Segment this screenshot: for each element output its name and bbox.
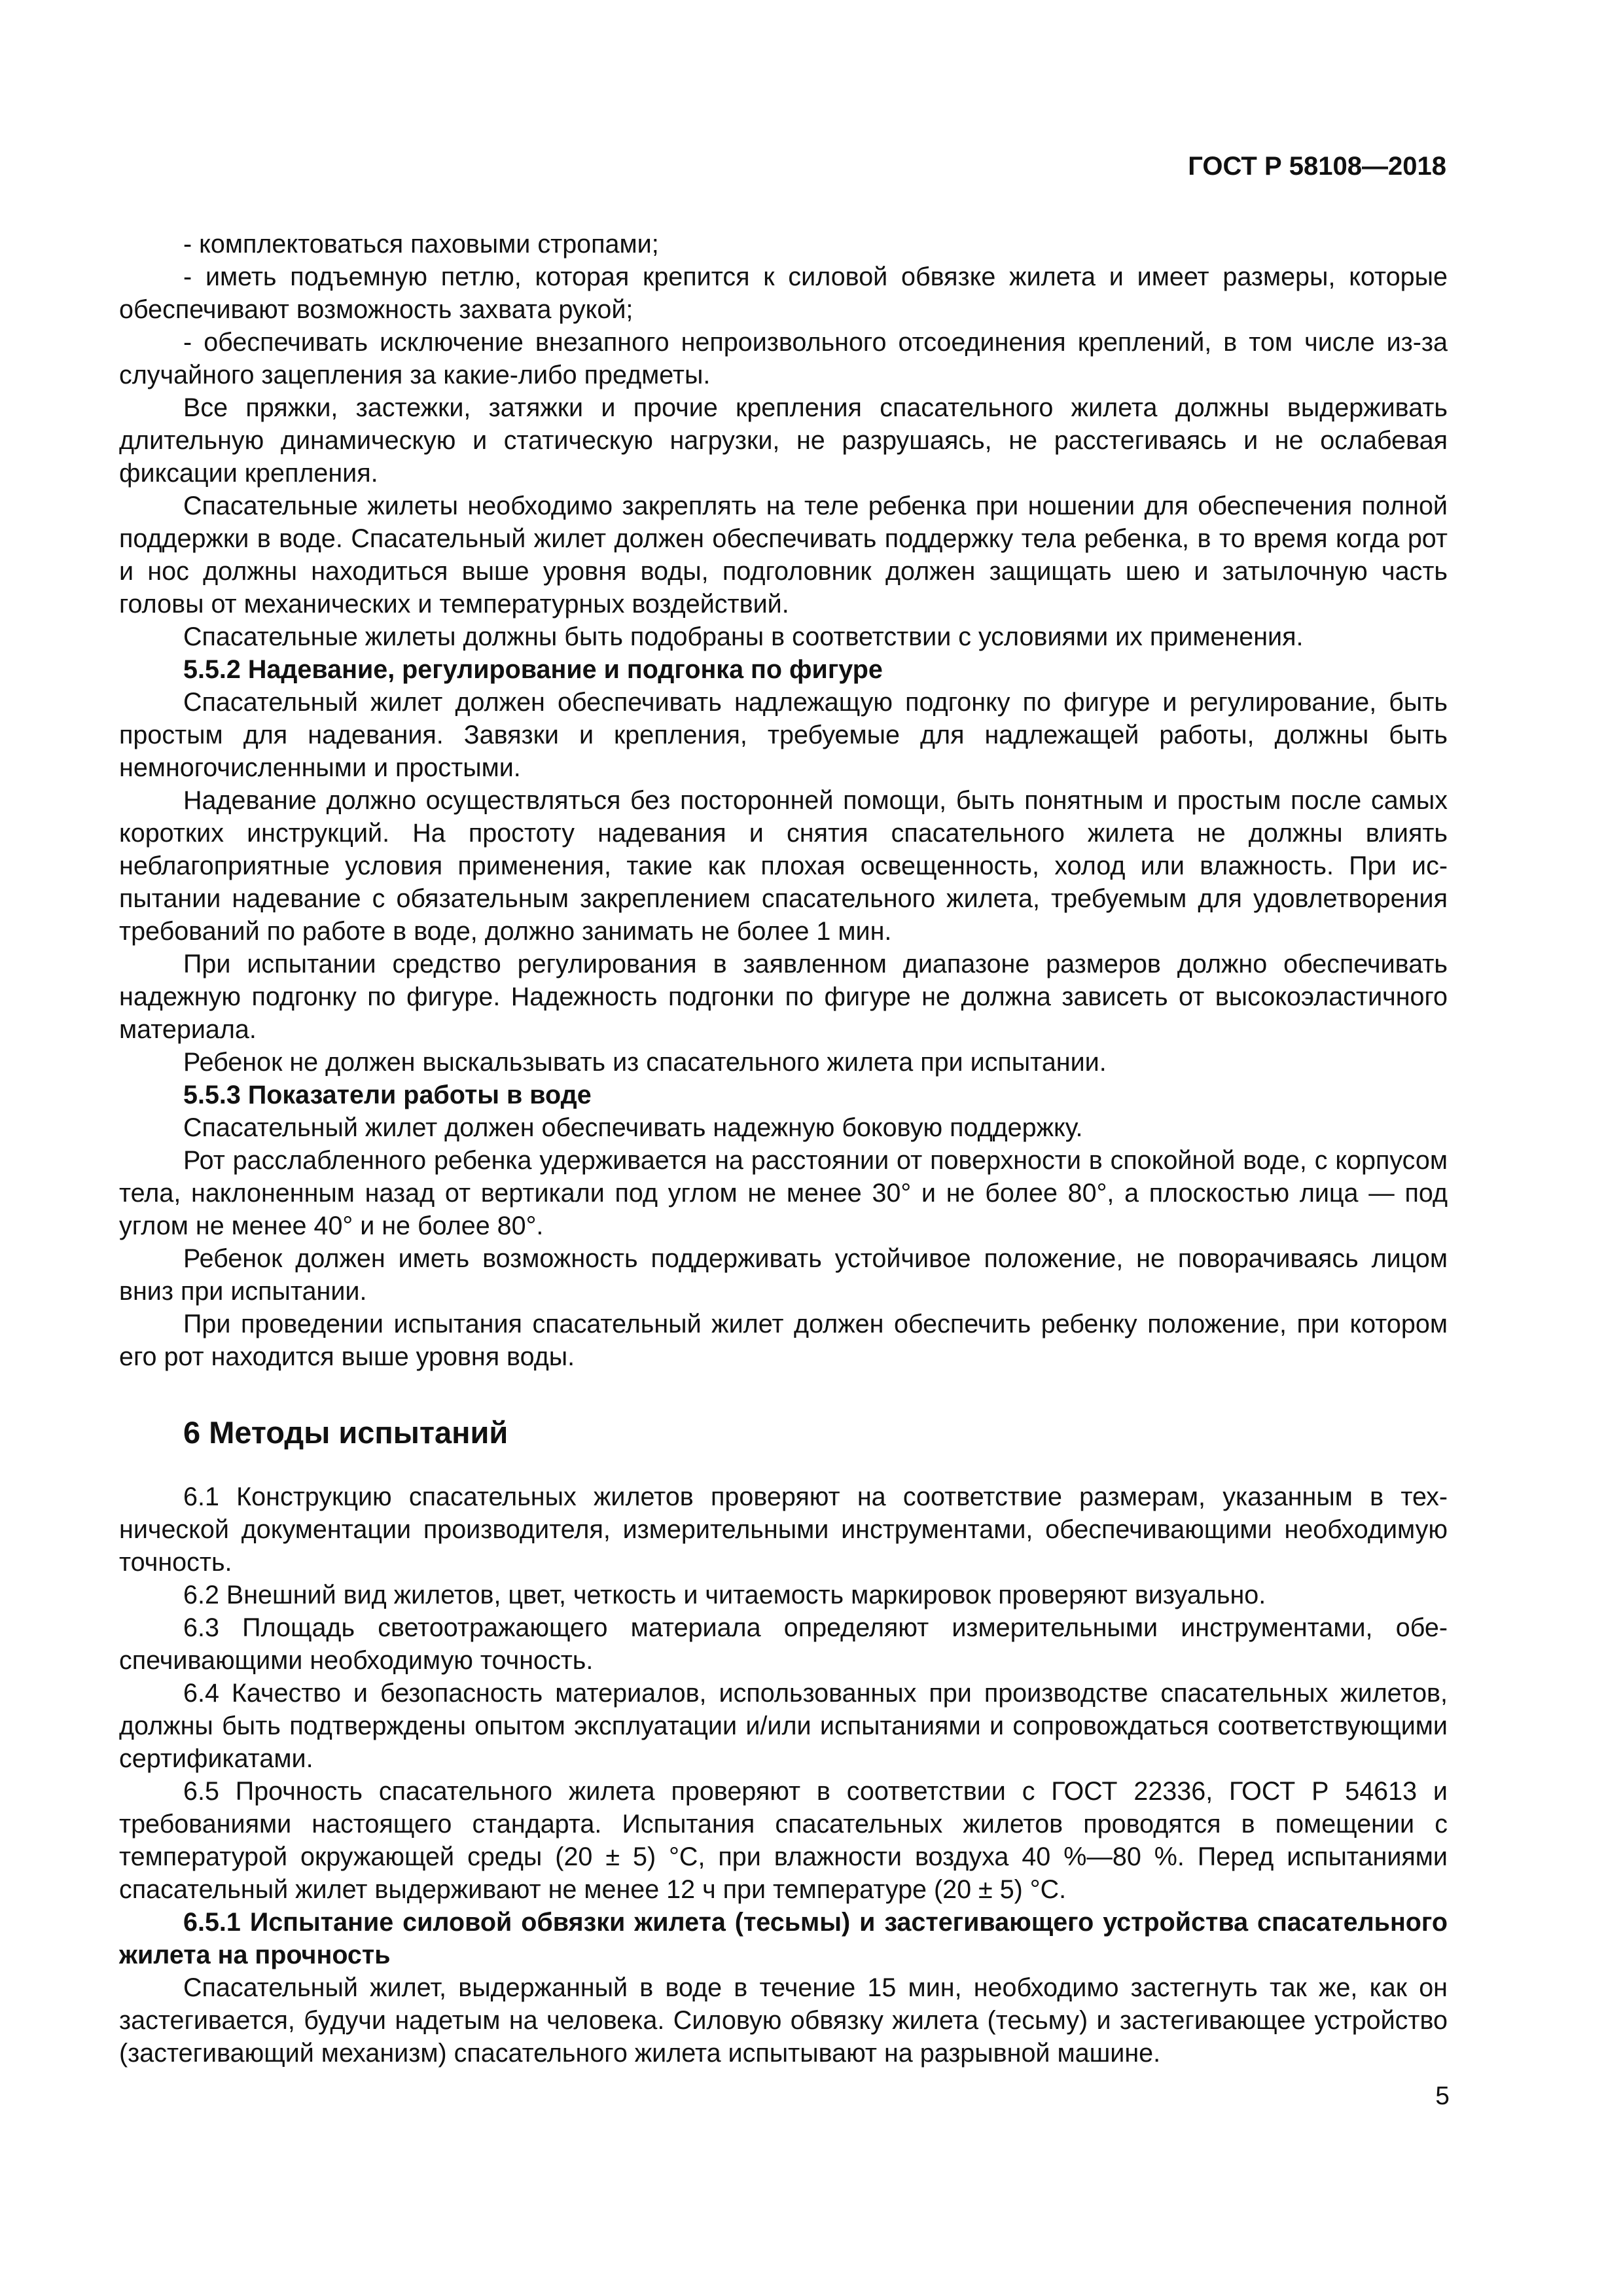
document-header: ГОСТ Р 58108—2018 <box>1188 152 1446 181</box>
paragraph: Спасательные жилеты необходимо закреплять на теле ребенка при ношении для обеспечения полной поддержки в воде. Спасательный жилет должен обеспечивать поддержку тела ребенка, в то время когда рот и нос должны находиться выше уровня воды, подголовник должен защищать шею и затылочную часть головы от механических и температурных воздействий. <box>119 492 1448 619</box>
paragraph: Надевание должно осуществляться без посторонней помощи, быть понятным и простым после самых коротких инструкций. На простоту надевания и снятия спасательного жилета не должны влиять неблагоприятные условия применения, такие как плохая освещенность, холод или влажность. При испытании надевание с обязательным закреплением спасательного жилета, требуемым для удовлетворения требований по работе в воде, должно занимать не более 1 мин. <box>119 786 1448 946</box>
paragraph: - комплектоваться паховыми стропами; <box>183 230 659 259</box>
paragraph: 6.4 Качество и безопасность материалов, использованных при производстве спасательных жилетов, должны быть подтверждены опытом эксплуатации и/или испытаниями и сопровождаться соответствующими сертификатами. <box>119 1679 1448 1773</box>
paragraph: 6.5 Прочность спасательного жилета проверяют в соответствии с ГОСТ 22336, ГОСТ Р 54613 и требованиями настоящего стандарта. Испытания спасательных жилетов проводятся в помещении с температурой окружающей среды (20 ± 5) °С, при влажности воздуха 40 %—80 %. Перед испытаниями спасательный жилет выдерживают не менее 12 ч при температуре (20 ± 5) °С. <box>119 1777 1448 1904</box>
paragraph: При испытании средство регулирования в заявленном диапазоне размеров должно обеспечивать надежную подгонку по фигуре. Надежность подгонки по фигуре не должна зависеть от высокоэластичного материала. <box>119 950 1448 1044</box>
paragraph: Ребенок не должен выскальзывать из спасательного жилета при испытании. <box>183 1048 1107 1077</box>
paragraph: Спасательный жилет должен обеспечивать надежную боковую поддержку. <box>183 1113 1083 1142</box>
subsection-heading: 5.5.3 Показатели работы в воде <box>183 1081 592 1109</box>
paragraph: Ребенок должен иметь возможность поддерживать устойчивое положение, не поворачиваясь лицом вниз при испытании. <box>119 1244 1448 1306</box>
paragraph: Рот расслабленного ребенка удерживается на расстоянии от поверхности в спокойной воде, с корпусом тела, наклоненным назад от вертикали под углом не менее 30° и не более 80°, а плоскостью лица — под углом не менее 40° и не более 80°. <box>119 1146 1448 1240</box>
document-body <box>119 228 1448 2070</box>
paragraph: При проведении испытания спасательный жилет должен обеспечить ребенку положение, при котором его рот находится выше уровня воды. <box>119 1310 1448 1371</box>
paragraph: 6.1 Конструкцию спасательных жилетов проверяют на соответствие размерам, указанным в технической документации производителя, измерительными инструментами, обеспечивающими необходимую точность. <box>119 1482 1448 1577</box>
paragraph: 6.2 Внешний вид жилетов, цвет, четкость и читаемость маркировок проверяют визуально. <box>183 1581 1266 1609</box>
subsection-heading: 6.5.1 Испытание силовой обвязки жилета (тесьмы) и застегивающего устройства спасательного жилета на прочность <box>119 1908 1448 1969</box>
paragraph: - обеспечивать исключение внезапного непроизвольного отсоединения креплений, в том числе из-за случайного зацепления за какие-либо предметы. <box>119 328 1448 389</box>
paragraph: - иметь подъемную петлю, которая крепится к силовой обвязке жилета и имеет размеры, которые обеспечивают возможность захвата рукой; <box>119 262 1448 324</box>
section-heading: 6 Методы испытаний <box>183 1415 508 1450</box>
page-number: 5 <box>1435 2082 1450 2110</box>
paragraph: Спасательные жилеты должны быть подобраны в соответствии с условиями их применения. <box>183 622 1304 651</box>
paragraph: Спасательный жилет должен обеспечивать надлежащую подгонку по фигуре и регулирование, быть простым для надевания. Завязки и крепления, требуемые для надлежащей работы, должны быть немногочисленными и простыми. <box>119 688 1448 782</box>
paragraph: 6.3 Площадь светоотражающего материала определяют измерительными инструментами, обеспечивающими необходимую точность. <box>119 1613 1448 1675</box>
paragraph: Все пряжки, застежки, затяжки и прочие крепления спасательного жилета должны выдерживать длительную динамическую и статическую нагрузки, не разрушаясь, не расстегиваясь и не ослабевая фиксации крепления. <box>119 393 1448 488</box>
paragraph: Спасательный жилет, выдержанный в воде в течение 15 мин, необходимо застегнуть так же, как он застегивается, будучи надетым на человека. Силовую обвязку жилета (тесьму) и застегивающее устройство (застегивающий механизм) спасательного жилета испытывают на разрывной машине. <box>119 1973 1448 2068</box>
subsection-heading: 5.5.2 Надевание, регулирование и подгонка по фигуре <box>183 655 883 684</box>
